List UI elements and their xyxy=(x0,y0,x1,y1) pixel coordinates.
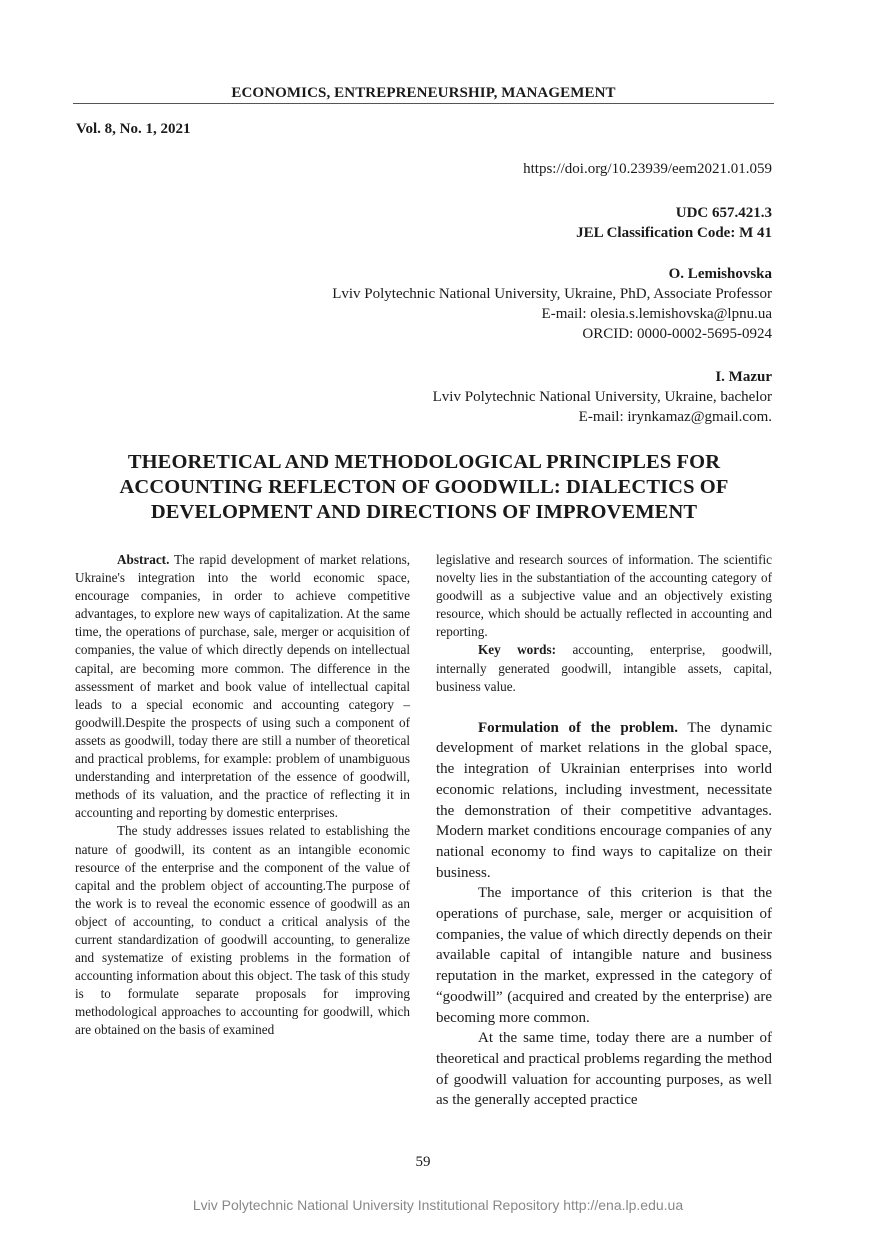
right-column xyxy=(436,551,772,1111)
body-paragraph-3: At the same time, today there are a number of theoretical and practical problems regarding the method of goodwill valuation for accounting purposes, as well as the generally accepted practice xyxy=(436,1030,772,1109)
header-divider xyxy=(73,103,774,104)
author-affiliation: Lviv Polytechnic National University, Ukraine, PhD, Associate Professor xyxy=(332,286,772,302)
author-orcid[interactable]: ORCID: 0000-0002-5695-0924 xyxy=(582,326,772,342)
title-line: THEORETICAL AND METHODOLOGICAL PRINCIPLES FOR xyxy=(127,451,721,473)
body-text xyxy=(436,718,772,1111)
udc-code: UDC 657.421.3 xyxy=(675,205,772,221)
title-line: ACCOUNTING REFLECTON OF GOODWILL: DIALECTICS OF xyxy=(119,476,729,498)
keywords-label: Key words: xyxy=(478,642,556,658)
volume-info: Vol. 8, No. 1, 2021 xyxy=(76,121,191,137)
body-paragraph-1: Formulation of the problem. The dynamic development of market relations in the global space, the integration of Ukrainian enterprises into world economic relations, including investment, necessitate the demonstration of their competitive advantages. Modern market conditions encourage companies of any national economy to find ways to capitalize on their business. xyxy=(436,719,772,881)
journal-header: ECONOMICS, ENTREPRENEURSHIP, MANAGEMENT xyxy=(231,85,616,101)
doi-link[interactable]: https://doi.org/10.23939/eem2021.01.059 xyxy=(523,161,772,177)
author-email[interactable]: E-mail: olesia.s.lemishovska@lpnu.ua xyxy=(541,306,772,322)
author-block-2 xyxy=(433,367,772,427)
body-paragraph-2: The importance of this criterion is that the operations of purchase, sale, merger or acquisition of companies, the value of which directly depends on their available capital of intangible nature and business reputation in the market, expressed in the category of “goodwill” (acquired and created by the enterprise) are becoming more common. xyxy=(436,885,772,1026)
abstract-label: Abstract. xyxy=(117,552,170,567)
author-name: O. Lemishovska xyxy=(668,266,772,282)
classification-codes xyxy=(576,203,772,243)
abstract-paragraph-2-continued: legislative and research sources of information. The scientific novelty lies in the substantiation of the accounting category of goodwill as a subjective value and an objectively existing resource, which should be actually reflected in accounting and reporting. xyxy=(436,552,772,640)
abstract-paragraph-1: Abstract. The rapid development of market relations, Ukraine's integration into the world economic space, encourage companies, in order to achieve competitive advantages, to explore new ways of capitalization. At the same time, the operations of purchase, sale, merger or acquisition of companies, the value of which directly depends on intellectual capital, are becoming more common. The difference in the assessment of market and book value of intellectual capital leads to a special economic and accounting category – goodwill.Despite the prospects of using such a component of assets as goodwill, today there are still a number of theoretical and practical problems, for example: problem of unambiguous understanding and interpretation of the essence of goodwill, methods of its valuation, and the practice of reflecting it in accounting and reporting by domestic enterprises. xyxy=(75,552,410,821)
title-line: DEVELOPMENT AND DIRECTIONS OF IMPROVEMENT xyxy=(150,501,698,523)
author-email[interactable]: E-mail: irynkamaz@gmail.com. xyxy=(578,409,772,425)
jel-code: JEL Classification Code: M 41 xyxy=(576,225,772,241)
author-block-1 xyxy=(332,264,772,344)
section-heading: Formulation of the problem. xyxy=(478,719,678,736)
abstract-paragraph-2: The study addresses issues related to establishing the nature of goodwill, its content as an intangible economic resource of the enterprise and the component of the value of capital and the problem object of accounting.The purpose of the work is to reveal the economic essence of goodwill as an object of accounting, to conduct a critical analysis of the current standardization of goodwill accounting, to generalize and systematize of existing problems in the formation of accounting information about this object. The task of this study is to formulate separate proposals for improving methodological approaches to accounting for goodwill, which are obtained on the basis of examined xyxy=(75,823,410,1038)
left-column xyxy=(75,551,410,1040)
page-number: 59 xyxy=(415,1154,431,1170)
paper-title xyxy=(100,450,748,525)
keywords: Key words: accounting, enterprise, goodwill, internally generated goodwill, intangible assets, capital, business value. xyxy=(436,642,772,694)
author-affiliation: Lviv Polytechnic National University, Ukraine, bachelor xyxy=(432,389,772,405)
repository-footer: Lviv Polytechnic National University Institutional Repository http://ena.lp.edu.ua xyxy=(192,1197,684,1213)
author-name: I. Mazur xyxy=(715,369,772,385)
